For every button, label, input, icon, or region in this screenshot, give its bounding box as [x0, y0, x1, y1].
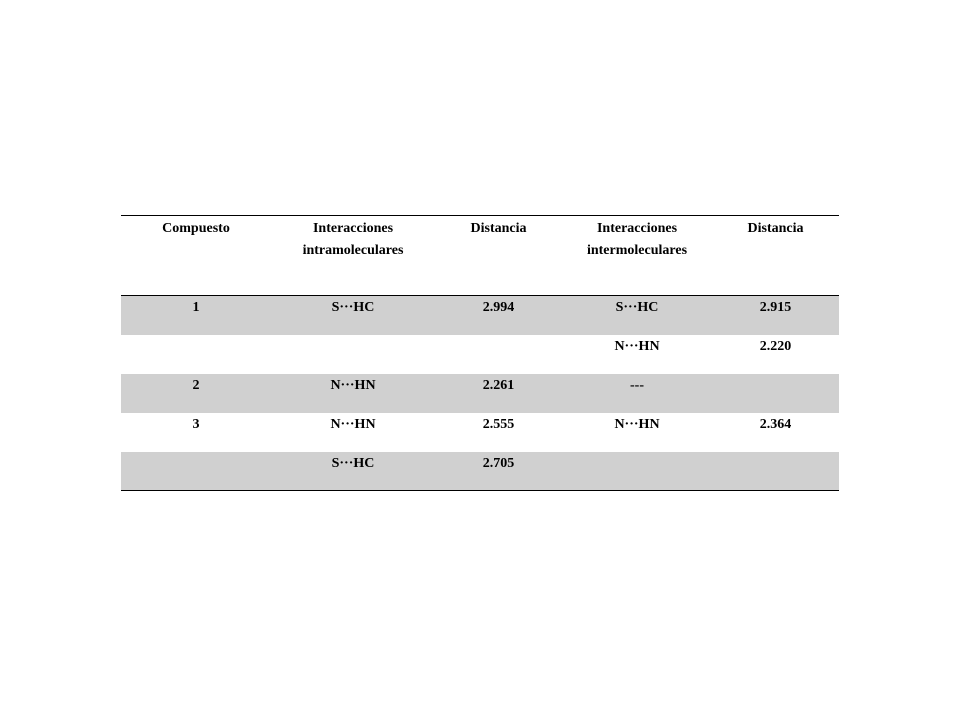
- table-row: [121, 413, 839, 452]
- table-cell: N···HN: [330, 416, 376, 432]
- table-cell: 2.915: [712, 296, 839, 335]
- table-header-row: [121, 216, 839, 296]
- table-cell: S···HC: [562, 296, 712, 335]
- table-cell: 2.705: [435, 452, 562, 491]
- header-distancia-inter: Distancia: [747, 221, 804, 236]
- table-row: [121, 452, 839, 491]
- table-cell: S···HC: [271, 296, 435, 335]
- header-interacciones-intramoleculares: Interacciones intramoleculares: [302, 221, 404, 258]
- table-cell: 2.555: [482, 416, 515, 432]
- table-cell: 2: [121, 374, 271, 413]
- header-interacciones-intermoleculares: Interacciones intermoleculares: [586, 221, 688, 258]
- interactions-table: [121, 215, 839, 491]
- table-cell: [121, 335, 271, 374]
- table-cell: [562, 452, 712, 491]
- data-table-container: [121, 215, 839, 491]
- table-cell: N···HN: [271, 374, 435, 413]
- table-cell: 3: [192, 416, 200, 432]
- table-cell: 2.261: [435, 374, 562, 413]
- table-row: [121, 296, 839, 335]
- table-cell: ---: [562, 374, 712, 413]
- header-compuesto: Compuesto: [162, 221, 230, 236]
- table-cell: 2.220: [759, 338, 792, 354]
- table-cell: S···HC: [271, 452, 435, 491]
- table-cell: [435, 335, 562, 374]
- table-row: [121, 374, 839, 413]
- table-cell: N···HN: [614, 416, 660, 432]
- table-cell: 2.364: [759, 416, 792, 432]
- table-row: [121, 335, 839, 374]
- table-cell: 1: [121, 296, 271, 335]
- table-cell: [121, 452, 271, 491]
- table-cell: [712, 374, 839, 413]
- table-cell: 2.994: [435, 296, 562, 335]
- table-cell: [712, 452, 839, 491]
- table-cell: [271, 335, 435, 374]
- table-cell: N···HN: [614, 338, 660, 354]
- header-distancia-intra: Distancia: [470, 221, 527, 236]
